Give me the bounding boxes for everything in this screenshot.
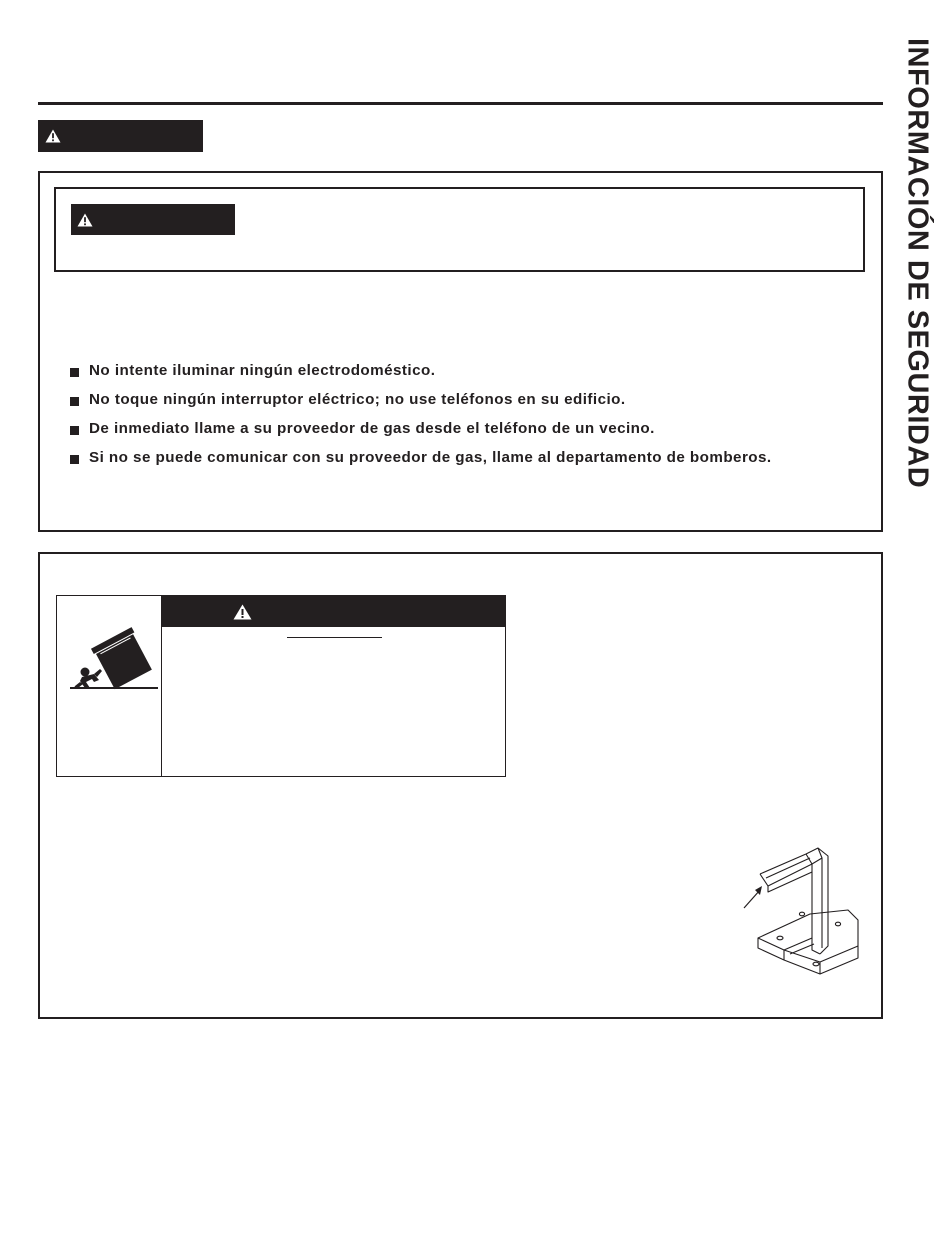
warning-triangle-icon xyxy=(77,213,93,227)
side-section-title: INFORMACIÓN DE SEGURIDAD xyxy=(901,38,934,489)
inner-warning-badge xyxy=(71,204,235,235)
label-underline xyxy=(287,637,382,638)
square-bullet-icon xyxy=(70,368,79,377)
square-bullet-icon xyxy=(70,426,79,435)
warning-triangle-icon xyxy=(45,129,61,143)
list-item: Si no se puede comunicar con su proveedor de gas, llame al departamento de bomberos. xyxy=(70,449,772,478)
list-item: No intente iluminar ningún electrodoméstico. xyxy=(70,362,772,391)
list-item: De inmediato llame a su proveedor de gas desde el teléfono de un vecino. xyxy=(70,420,772,449)
square-bullet-icon xyxy=(70,455,79,464)
anti-tip-bracket-diagram xyxy=(740,842,862,978)
list-item: No toque ningún interruptor eléctrico; no use teléfonos en su edificio. xyxy=(70,391,772,420)
label-warning-header xyxy=(162,596,505,627)
gas-instructions-list xyxy=(70,362,772,478)
warning-badge xyxy=(38,120,203,152)
square-bullet-icon xyxy=(70,397,79,406)
top-divider xyxy=(38,102,883,105)
warning-triangle-icon xyxy=(233,604,252,620)
tip-over-hazard-icon xyxy=(66,622,160,694)
